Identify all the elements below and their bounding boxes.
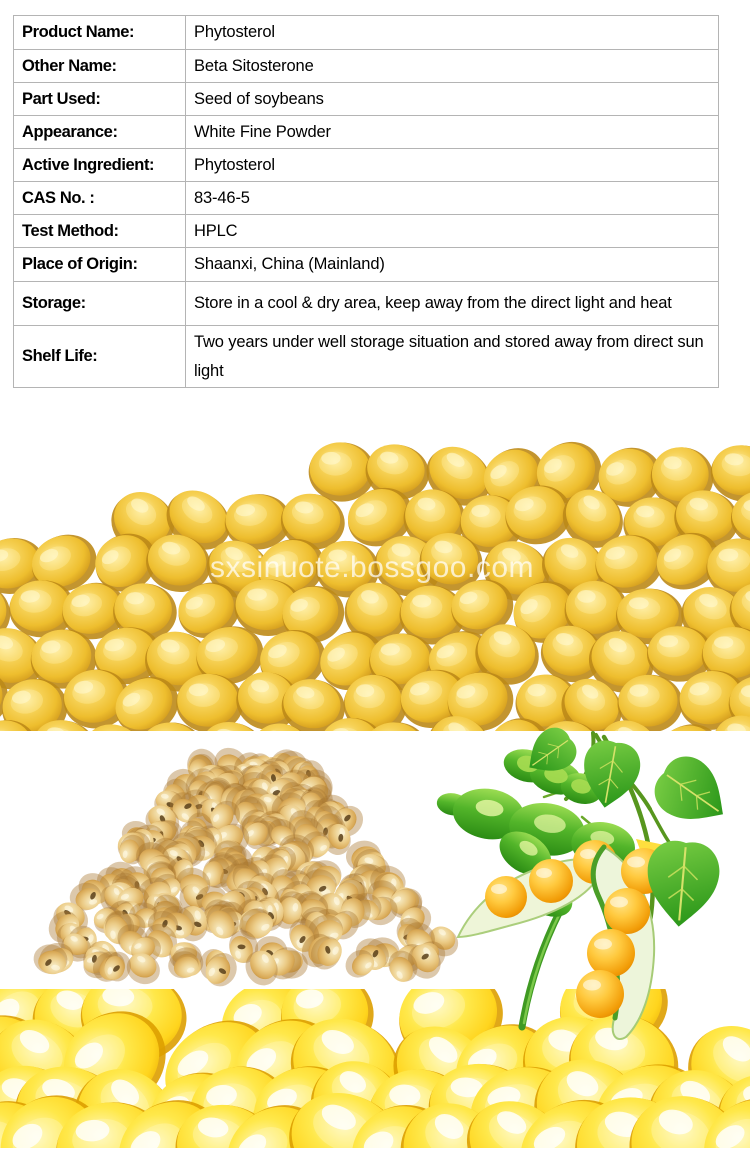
spec-label: CAS No. :: [14, 182, 186, 215]
spec-value: HPLC: [186, 215, 719, 248]
spec-label: Product Name:: [14, 16, 186, 50]
spec-label: Shelf Life:: [14, 326, 186, 388]
spec-value: Beta Sitosterone: [186, 50, 719, 83]
spec-value: Shaanxi, China (Mainland): [186, 248, 719, 282]
spec-label: Active Ingredient:: [14, 149, 186, 182]
table-row: [14, 149, 719, 182]
table-row: [14, 282, 719, 326]
product-spec-table: [13, 15, 719, 388]
spec-label: Test Method:: [14, 215, 186, 248]
table-row: [14, 16, 719, 50]
spec-label: Storage:: [14, 282, 186, 326]
table-row: [14, 116, 719, 149]
spec-value: White Fine Powder: [186, 116, 719, 149]
spec-value: Seed of soybeans: [186, 83, 719, 116]
table-row: [14, 215, 719, 248]
table-row: [14, 50, 719, 83]
spec-label: Place of Origin:: [14, 248, 186, 282]
spec-value: 83-46-5: [186, 182, 719, 215]
product-description-page: [0, 15, 750, 1148]
spec-value: Phytosterol: [186, 149, 719, 182]
spec-label: Appearance:: [14, 116, 186, 149]
table-row: [14, 326, 719, 388]
soybean-pile-and-pods-image: [0, 731, 750, 989]
spec-label: Other Name:: [14, 50, 186, 83]
table-row: [14, 248, 719, 282]
watermark-text: sxsinuote.bossgoo.com: [209, 551, 535, 584]
table-row: [14, 182, 719, 215]
spec-label: Part Used:: [14, 83, 186, 116]
spec-value: Store in a cool & dry area, keep away from the direct light and heat: [186, 282, 719, 326]
spec-value: Phytosterol: [186, 16, 719, 50]
spec-value: Two years under well storage situation and stored away from direct sun light: [186, 326, 719, 388]
soybeans-banner-image: [0, 399, 750, 731]
table-row: [14, 83, 719, 116]
